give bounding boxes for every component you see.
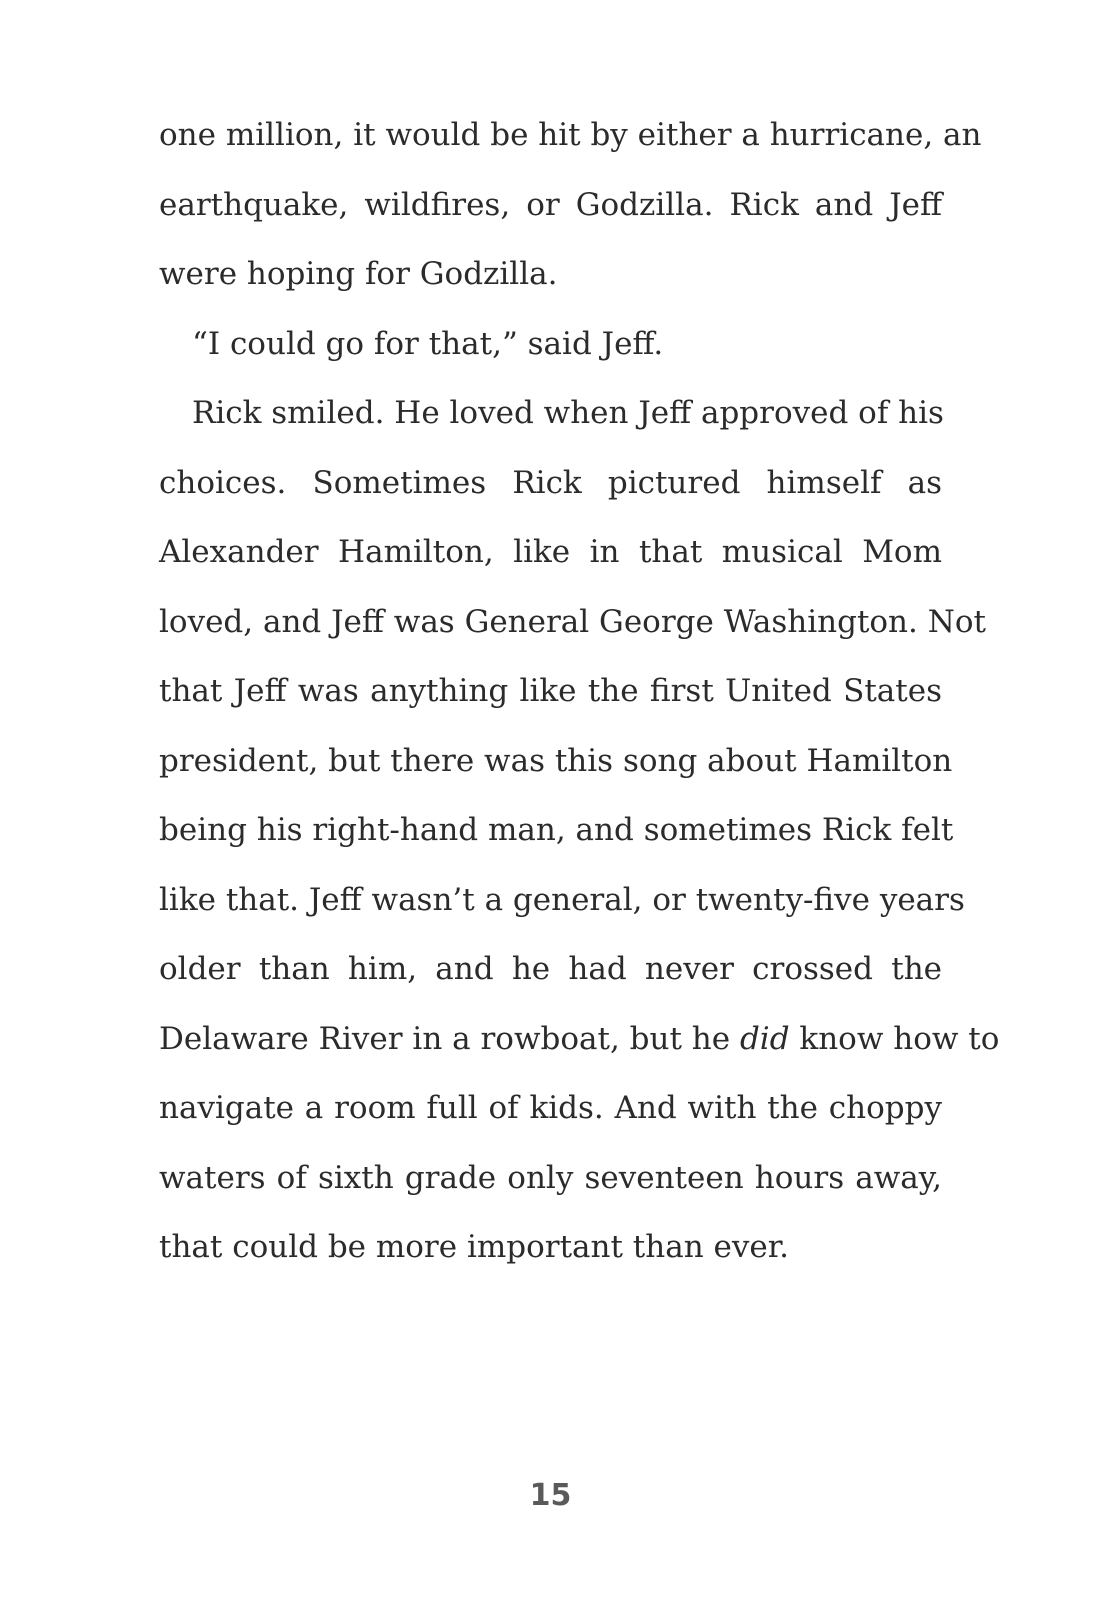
- text-line: were hoping for Godzilla.: [159, 256, 558, 292]
- text-line: like that. Jeff wasn’t a general, or twenty-five years: [159, 881, 965, 918]
- dialogue-line: “I could go for that,” said Jeff.: [192, 325, 664, 362]
- paragraph-start-line: Rick smiled. He loved when Jeff approved of his: [192, 395, 944, 431]
- text-line: one million, it would be hit by either a hurricane, an: [159, 117, 982, 153]
- text-line: that Jeff was anything like the first United States: [159, 673, 942, 709]
- text-line: earthquake, wildfires, or Godzilla. Rick and Jeff: [159, 186, 942, 223]
- text-line: president, but there was this song about Hamilton: [159, 742, 953, 779]
- text-line: that could be more important than ever.: [159, 1229, 789, 1265]
- page-number: 15: [529, 1478, 572, 1513]
- text-line-with-italic: [159, 1005, 1000, 1075]
- text-line: choices. Sometimes Rick pictured himself as: [159, 464, 942, 501]
- text-line: navigate a room full of kids. And with the choppy: [159, 1090, 942, 1126]
- body-text: [159, 101, 1000, 1283]
- text-line: Alexander Hamilton, like in that musical Mom: [159, 534, 942, 570]
- text-line: being his right-hand man, and sometimes Rick felt: [159, 812, 954, 848]
- text-segment: Delaware River in a rowboat, but he: [159, 1020, 731, 1057]
- text-line: waters of sixth grade only seventeen hours away,: [159, 1159, 942, 1196]
- text-segment: know how to: [799, 1020, 1000, 1057]
- italic-word: did: [739, 1020, 790, 1057]
- text-line: older than him, and he had never crossed the: [159, 951, 942, 987]
- text-line: loved, and Jeff was General George Washington. Not: [159, 603, 986, 640]
